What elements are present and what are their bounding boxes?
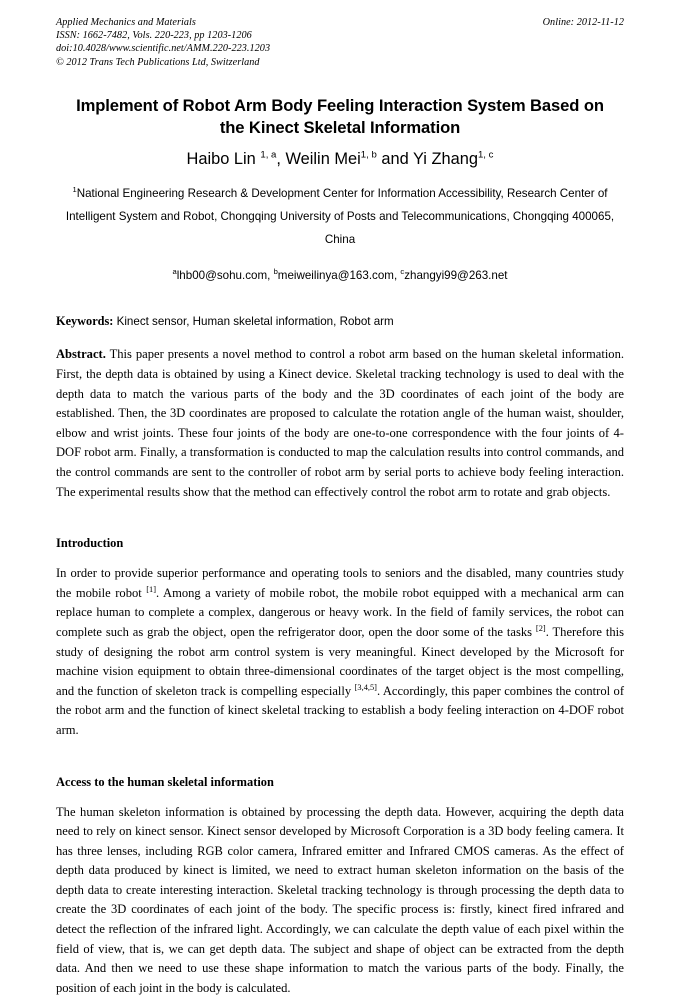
author-2-affiliation-marker: 1, b bbox=[361, 149, 377, 160]
author-2-name: Weilin Mei bbox=[285, 150, 360, 168]
affiliation-marker: 1 bbox=[72, 185, 76, 194]
intro-text-4: . Accordingly, this paper combines the control of the robot arm and the function of kinect skeletal tracking to establish a body feeling interaction on 4-DOF robot arm. bbox=[56, 684, 624, 737]
access-skeletal-paragraph: The human skeleton information is obtained by processing the depth data. However, acquiring the depth data need to rely on kinect sensor. Kinect sensor developed by Microsoft Corporation is a 3D body feeling camera. It has three lenses, including RGB color camera, Infrared emitter and Infrared CMOS cameras. As the effect of depth data produced by kinect is limited, we need to extract human skeleton information on the basis of the depth data to create interesting interaction. Skeletal tracking technology is through processing the depth data to create the 3D coordinates of each joint of the body. The specific process is: firstly, kinect fired infrared and detect the reflection of the infrared light. Accordingly, we can calculate the depth value of each pixel within the field of view, that is, we can get depth data. The subject and shape of object can be extracted from the depth data. And then we need to use these shape information to match the various parts of the body. Finally, the position of each joint in the body is calculated. bbox=[56, 803, 624, 998]
abstract-text: This paper presents a novel method to control a robot arm based on the human skeletal information. First, the depth data is obtained by using a Kinect device. Skeletal tracking technology is used to deal with the depth data to match the various parts of the body and the 3D coordinates of each joint of the body are established. Then, the 3D coordinates are proposed to calculate the rotation angle of the human waist, shoulder, elbow and wrist joints. These four joints of the body are one-to-one correspondence with the four joints of 4-DOF robot arm. Finally, a transformation is conducted to map the calculation results into control commands, and the control commands are sent to the controller of robot arm by serial ports to achieve body feeling interaction. The experimental results show that the method can effectively control the robot arm to rotate and grab objects. bbox=[56, 347, 624, 498]
email-address-b: meiweilinya@163.com, bbox=[278, 269, 401, 282]
doi-line: doi:10.4028/www.scientific.net/AMM.220-223.1203 bbox=[56, 42, 624, 55]
email-marker-c: c bbox=[400, 267, 404, 276]
introduction-paragraph bbox=[56, 564, 624, 740]
author-separator-1: , bbox=[276, 150, 285, 168]
intro-text-2: . Among a variety of mobile robot, the mobile robot equipped with a mechanical arm can replace human to complete a complex, dangerous or heavy work. In the field of family services, the robot can complete such as grab the object, open the refrigerator door, open the door some of the tasks bbox=[56, 586, 624, 639]
citation-ref-3: [3,4,5] bbox=[355, 683, 377, 692]
abstract-label: Abstract. bbox=[56, 347, 106, 361]
copyright-line: © 2012 Trans Tech Publications Ltd, Switzerland bbox=[56, 56, 624, 69]
affiliation-block bbox=[64, 182, 616, 251]
author-1-affiliation-marker: 1, a bbox=[260, 149, 276, 160]
body-column bbox=[56, 312, 624, 998]
email-marker-a: a bbox=[172, 267, 176, 276]
issn-line: ISSN: 1662-7482, Vols. 220-223, pp 1203-1206 bbox=[56, 29, 624, 42]
email-marker-b: b bbox=[274, 267, 278, 276]
author-list bbox=[56, 148, 624, 170]
keywords-line bbox=[56, 312, 624, 332]
keywords-value: Kinect sensor, Human skeletal information, Robot arm bbox=[113, 315, 393, 328]
affiliation-text: National Engineering Research & Development Center for Information Accessibility, Research Center of Intelligent System and Robot, Chongqing University of Posts and Telecommunications, Chongqing 400065, China bbox=[66, 187, 614, 246]
abstract-paragraph bbox=[56, 345, 624, 502]
journal-name: Applied Mechanics and Materials bbox=[56, 16, 624, 29]
section-heading-access-skeletal: Access to the human skeletal information bbox=[56, 774, 624, 790]
section-heading-introduction: Introduction bbox=[56, 535, 624, 551]
online-date: Online: 2012-11-12 bbox=[543, 16, 624, 29]
author-3-affiliation-marker: 1, c bbox=[478, 149, 493, 160]
author-separator-2: and bbox=[377, 150, 413, 168]
citation-ref-1: [1] bbox=[146, 585, 156, 594]
intro-text-1: In order to provide superior performance and operating tools to seniors and the disabled, many countries study the mobile robot bbox=[56, 566, 624, 600]
author-1-name: Haibo Lin bbox=[187, 150, 261, 168]
author-3-name: Yi Zhang bbox=[413, 150, 478, 168]
citation-ref-2: [2] bbox=[536, 624, 546, 633]
email-address-c: zhangyi99@263.net bbox=[404, 269, 507, 282]
email-block bbox=[56, 268, 624, 284]
intro-text-3: . Therefore this study of designing the robot arm control system is very meaningful. Kinect developed by the Microsoft for machine vision equipment to obtain three-dimensional coordinates of the target object is the most compelling, and the function of skeleton track is compelling especially bbox=[56, 625, 624, 698]
keywords-label: Keywords: bbox=[56, 314, 113, 328]
email-address-a: lhb00@sohu.com, bbox=[177, 269, 274, 282]
masthead bbox=[56, 16, 624, 69]
page-title: Implement of Robot Arm Body Feeling Interaction System Based on the Kinect Skeletal Information bbox=[62, 95, 618, 139]
